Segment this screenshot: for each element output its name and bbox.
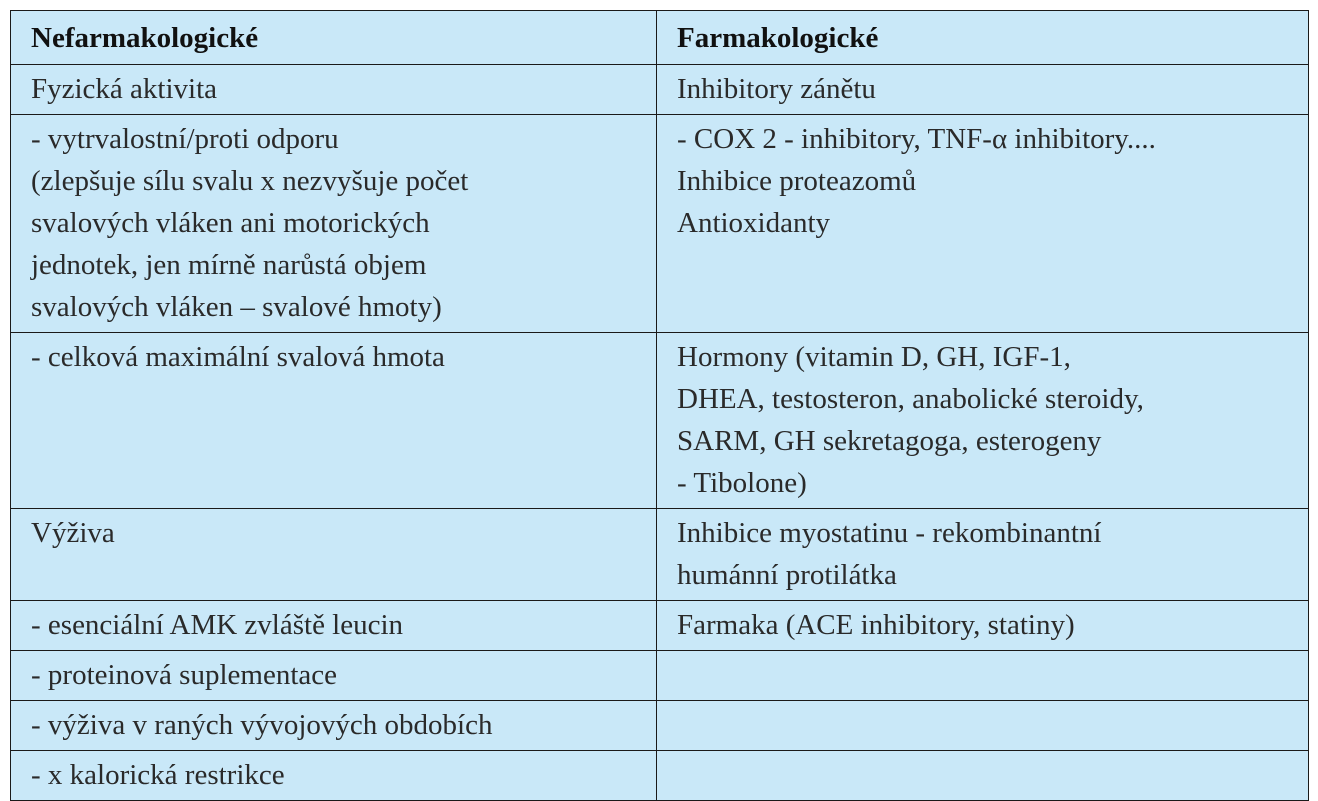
cell-left: [11, 701, 657, 751]
cell-right-empty: [657, 751, 1309, 801]
cell-left: [11, 509, 657, 601]
cell-left: [11, 333, 657, 509]
cell-text-line: Inhibice proteazomů: [677, 165, 917, 197]
cell-text-line: - celková maximální svalová hmota: [31, 341, 445, 373]
cell-text-line: jednotek, jen mírně narůstá objem: [31, 249, 427, 281]
cell-text-line: - výživa v raných vývojových obdobích: [31, 709, 493, 741]
cell-left: [11, 115, 657, 333]
cell-text-line: DHEA, testosteron, anabolické steroidy,: [677, 383, 1144, 415]
table-row: [11, 701, 1309, 751]
table-row: [11, 65, 1309, 115]
cell-text-line: - COX 2 - inhibitory, TNF-α inhibitory....: [677, 123, 1156, 155]
cell-text-line: Antioxidanty: [677, 207, 831, 239]
cell-right: [657, 509, 1309, 601]
table-row: [11, 651, 1309, 701]
cell-text-line: (zlepšuje sílu svalu x nezvyšuje počet: [31, 165, 469, 197]
cell-right-empty: [657, 651, 1309, 701]
table-header-row: [11, 11, 1309, 65]
cell-text-line: Inhibice myostatinu - rekombinantní: [677, 517, 1102, 549]
table-row: [11, 751, 1309, 801]
table-row: [11, 509, 1309, 601]
cell-left: [11, 651, 657, 701]
cell-text-line: - esenciální AMK zvláště leucin: [31, 609, 404, 641]
cell-right: [657, 333, 1309, 509]
cell-text-line: - x kalorická restrikce: [31, 759, 285, 791]
cell-text-line: svalových vláken – svalové hmoty): [31, 291, 442, 323]
cell-text-line: svalových vláken ani motorických: [31, 207, 430, 239]
cell-text-line: - Tibolone): [677, 467, 807, 499]
header-pharmacological: Farmakologické: [657, 11, 1309, 65]
cell-text-line: humánní protilátka: [677, 559, 897, 591]
cell-right-empty: [657, 701, 1309, 751]
cell-left: [11, 65, 657, 115]
table-row: [11, 115, 1309, 333]
cell-left: [11, 751, 657, 801]
cell-text-line: - vytrvalostní/proti odporu: [31, 123, 339, 155]
table-row: [11, 333, 1309, 509]
treatment-table: [10, 10, 1309, 801]
cell-right: [657, 601, 1309, 651]
cell-text-line: Farmaka (ACE inhibitory, statiny): [677, 609, 1075, 641]
cell-right: [657, 115, 1309, 333]
cell-text-line: - proteinová suplementace: [31, 659, 337, 691]
cell-left: [11, 601, 657, 651]
cell-text-line: SARM, GH sekretagoga, esterogeny: [677, 425, 1102, 457]
cell-text-line: Fyzická aktivita: [31, 73, 218, 105]
cell-text-line: Výživa: [31, 517, 115, 549]
cell-right: [657, 65, 1309, 115]
cell-text-line: Inhibitory zánětu: [677, 73, 876, 105]
table-row: [11, 601, 1309, 651]
header-nonpharmacological: Nefarmakologické: [11, 11, 657, 65]
cell-text-line: Hormony (vitamin D, GH, IGF-1,: [677, 341, 1071, 373]
